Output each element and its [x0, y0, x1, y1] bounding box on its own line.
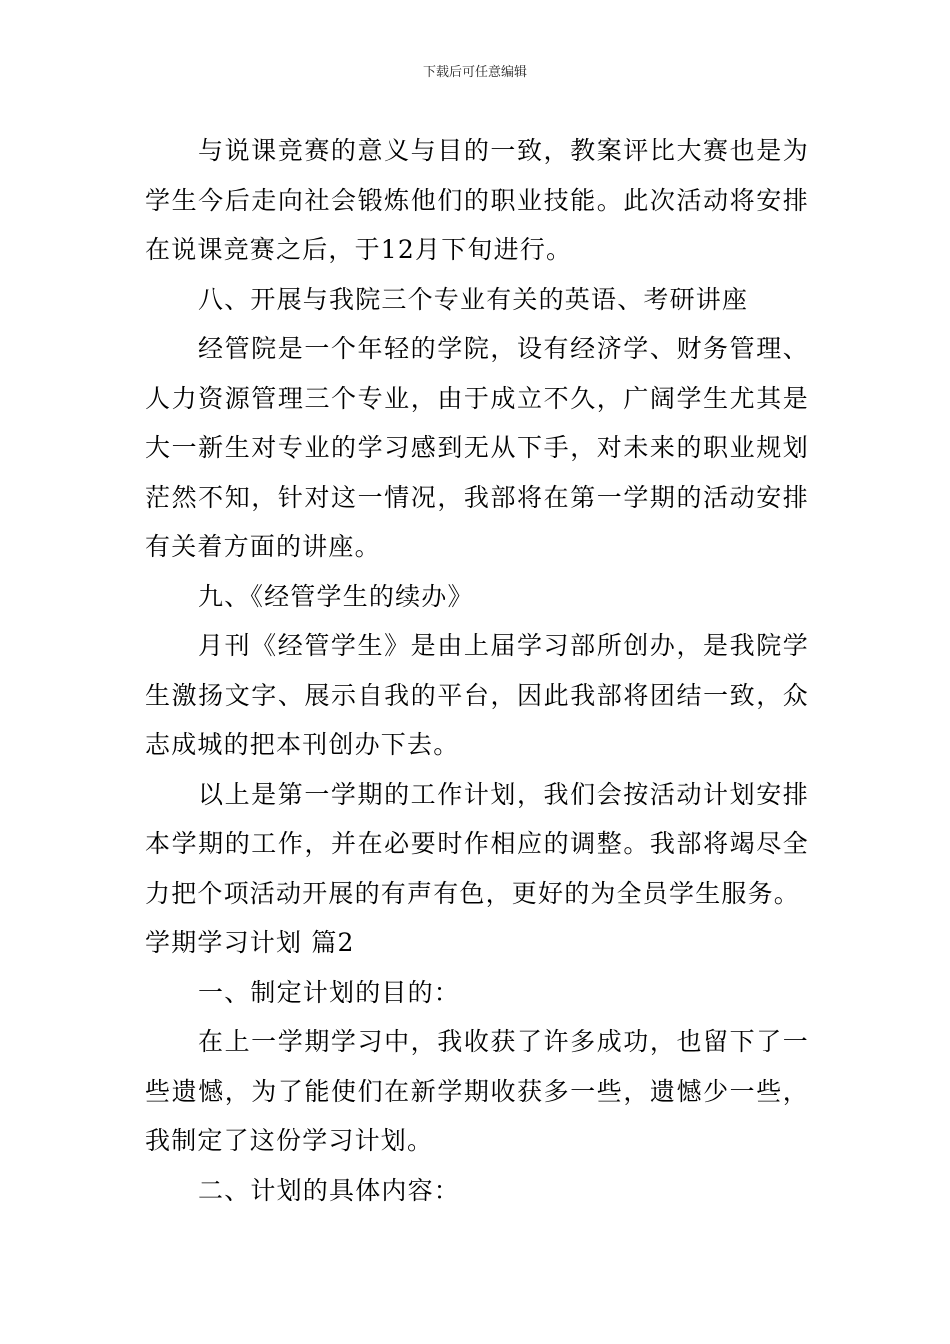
paragraph-plan-purpose: 在上一学期学习中，我收获了许多成功，也留下了一些遗憾，为了能使们在新学期收获多一些，遗憾少一些，我制定了这份学习计划。: [145, 1027, 809, 1155]
section-heading-eight: 八、开展与我院三个专业有关的英语、考研讲座: [198, 284, 749, 314]
paragraph-lesson-plan-contest: 与说课竞赛的意义与目的一致，教案评比大赛也是为学生今后走向社会锻炼他们的职业技能。此次活动将安排在说课竞赛之后，于12月下旬进行。: [145, 136, 809, 264]
paragraph-monthly-journal: 月刊《经管学生》是由上届学习部所创办，是我院学生激扬文字、展示自我的平台，因此我部将团结一致，众志成城的把本刊创办下去。: [145, 631, 809, 759]
section-heading-two: 二、计划的具体内容：: [198, 1175, 461, 1205]
paragraph-lectures: 经管院是一个年轻的学院，设有经济学、财务管理、人力资源管理三个专业，由于成立不久，广阔学生尤其是大一新生对专业的学习感到无从下手，对未来的职业规划茫然不知，针对这一情况，我部将在第一学期的活动安排有关着方面的讲座。: [145, 334, 809, 561]
document-body: [145, 126, 809, 1215]
article-title-part-2: 学期学习计划 篇2: [145, 928, 355, 957]
paragraph-summary: 以上是第一学期的工作计划，我们会按活动计划安排本学期的工作，并在必要时作相应的调整。我部将竭尽全力把个项活动开展的有声有色，更好的为全员学生服务。: [145, 779, 809, 908]
section-heading-nine: 九、《经管学生的续办》: [198, 581, 474, 611]
page-header: 下载后可任意编辑: [422, 65, 527, 80]
section-heading-one: 一、制定计划的目的：: [198, 977, 461, 1007]
